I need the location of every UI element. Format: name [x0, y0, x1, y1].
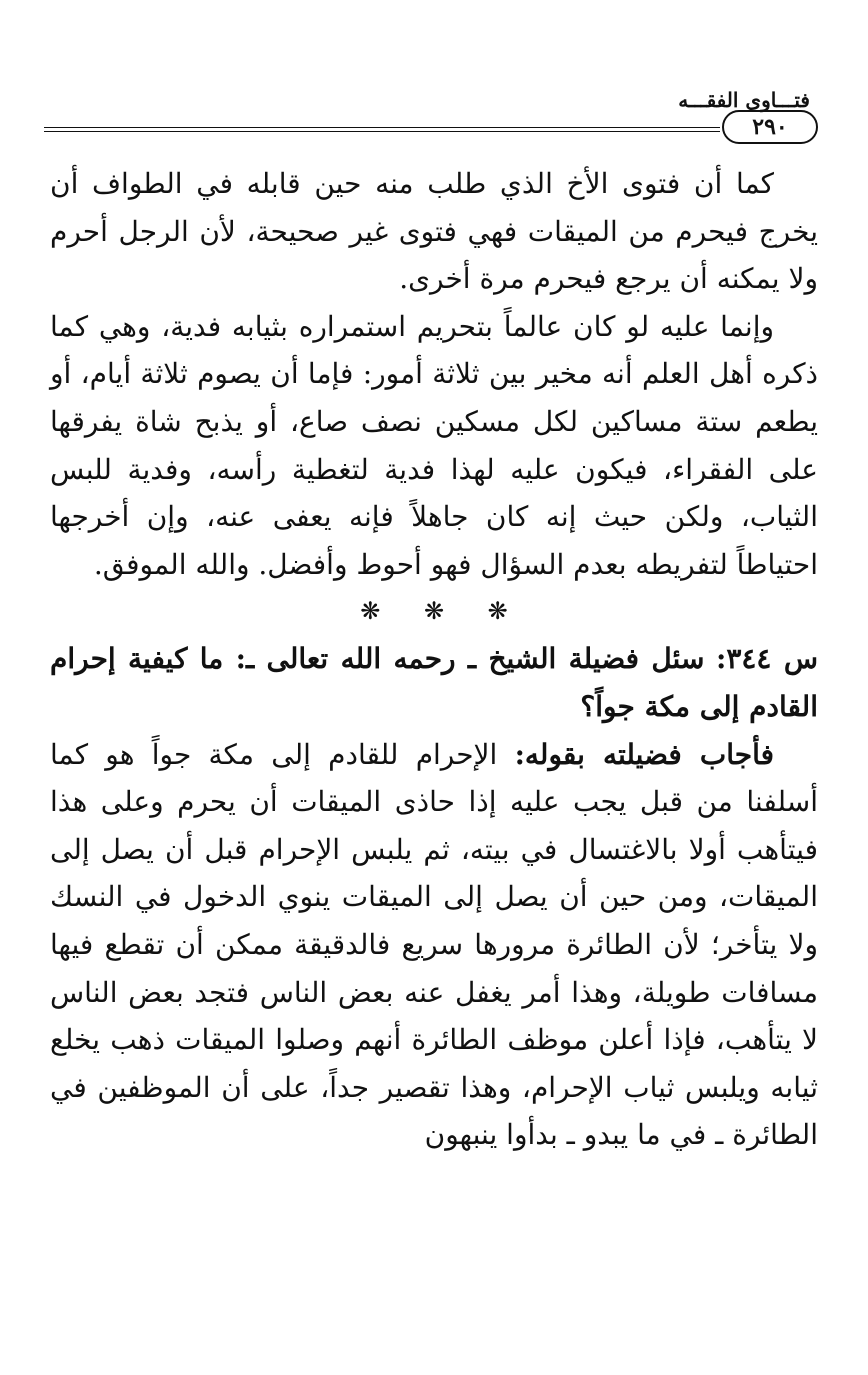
paragraph: وإنما عليه لو كان عالماً بتحريم استمراره بثيابه فدية، وهي كما ذكره أهل العلم أنه مخير بين ثلاثة أمور: فإما أن يصوم ثلاثة أيام، أو يطعم ستة مساكين لكل مسكين نصف صاع، أو يذبح شاة يفرقها على الفقراء، فيكون عليه لهذا فدية لتغطية رأسه، وفدية للبس الثياب، ولكن حيث إنه كان جاهلاً فإنه يعفى عنه، وإن أخرجها احتياطاً لتفريطه بعدم السؤال فهو أحوط وأفضل. والله الموفق.: [50, 309, 819, 581]
page-body: [50, 160, 818, 1159]
question-paragraph: [50, 635, 818, 730]
paragraph: كما أن فتوى الأخ الذي طلب منه حين قابله في الطواف أن يخرج فيحرم من الميقات فهي فتوى غير صحيحة، لأن الرجل أحرم ولا يمكنه أن يرجع فيحرم مرة أخرى.: [50, 167, 818, 296]
question-number: س ٣٤٤:: [716, 642, 818, 676]
running-title: فتـــاوى الفقـــه: [678, 88, 810, 112]
question-text: سئل فضيلة الشيخ ـ رحمه الله تعالى ـ: ما كيفية إحرام القادم إلى مكة جواً؟: [50, 642, 818, 723]
page-header: [44, 88, 818, 150]
answer-lead: فأجاب فضيلته بقوله:: [514, 737, 774, 771]
answer-text: الإحرام للقادم إلى مكة جواً هو كما أسلفنا من قبل يجب عليه إذا حاذى الميقات أن يحرم وعلى هذا فيتأهب أولا بالاغتسال في بيته، ثم يلبس الإحرام قبل أن يصل إلى الميقات، ومن حين أن يصل إلى الميقات ينوي الدخول في النسك ولا يتأخر؛ لأن الطائرة مرورها سريع فالدقيقة ممكن أن تقطع فيها مسافات طويلة، وهذا أمر يغفل عنه بعض الناس فتجد بعض الناس لا يتأهب، فإذا أعلن موظف الطائرة أنهم وصلوا الميقات ذهب يخلع ثيابه ويلبس ثياب الإحرام، وهذا تقصير جداً، على أن الموظفين في الطائرة ـ في ما يبدو ـ بدأوا ينبهون: [50, 737, 819, 1152]
section-separator: ❋ ❋ ❋: [360, 597, 508, 626]
page-number: ٢٩٠: [722, 110, 818, 144]
header-rule: [44, 127, 720, 132]
answer-paragraph: [50, 731, 818, 1159]
